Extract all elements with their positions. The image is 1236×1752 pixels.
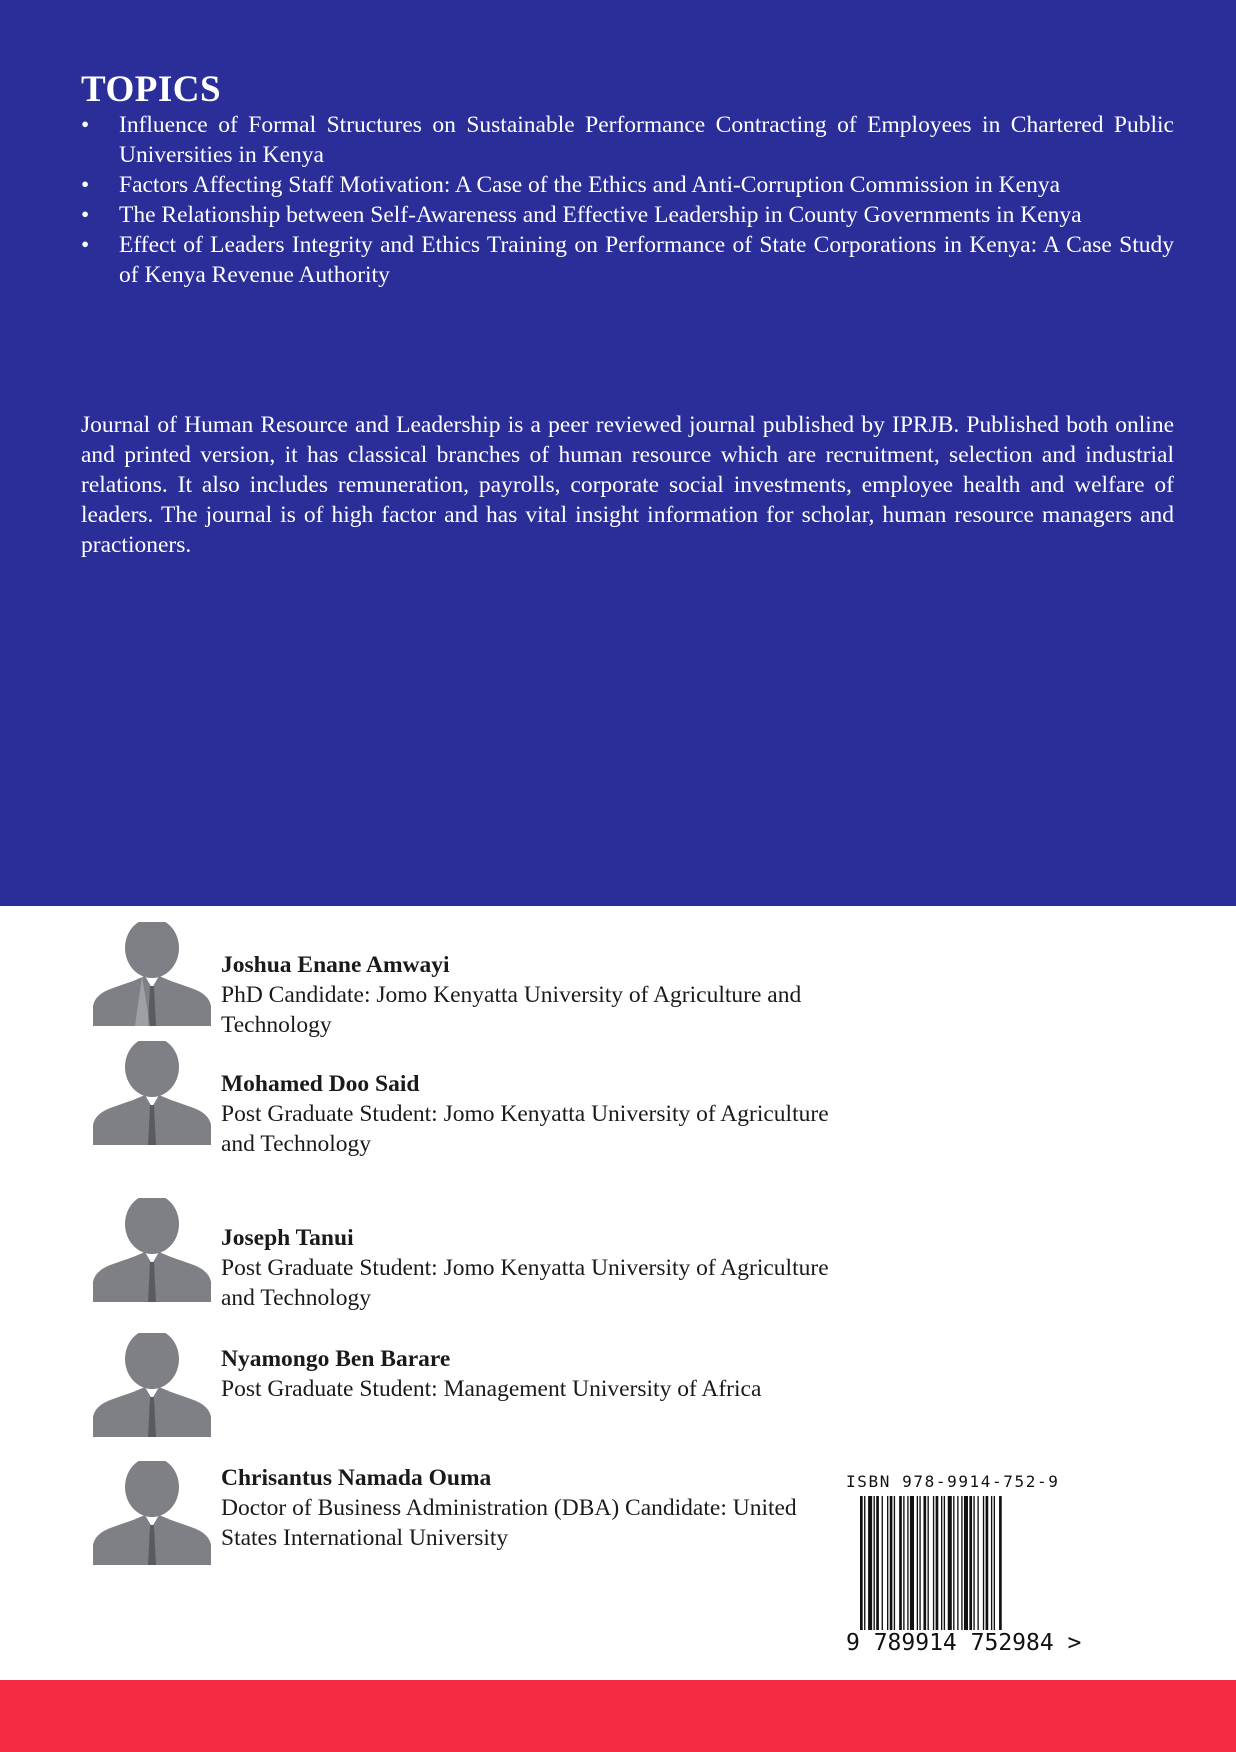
topic-item bbox=[81, 200, 1174, 230]
author-details bbox=[221, 1223, 861, 1313]
author-name: Mohamed Doo Said bbox=[221, 1071, 420, 1097]
person-silhouette-icon bbox=[93, 1198, 211, 1302]
author-name: Joshua Enane Amwayi bbox=[221, 952, 450, 978]
bullet-icon: • bbox=[81, 202, 90, 228]
author-entry bbox=[93, 1198, 853, 1311]
footer-accent-bar bbox=[0, 1680, 1236, 1752]
author-affiliation: Post Graduate Student: Jomo Kenyatta University of Agriculture and Technology bbox=[221, 1101, 829, 1157]
author-details bbox=[221, 1069, 861, 1159]
topic-text: Effect of Leaders Integrity and Ethics Training on Performance of State Corporations in Kenya: A Case Study of Kenya Revenue Authority bbox=[119, 232, 1174, 288]
topic-item bbox=[81, 170, 1174, 200]
bullet-icon: • bbox=[81, 172, 90, 198]
person-silhouette-icon bbox=[93, 1461, 211, 1565]
topic-item bbox=[81, 110, 1174, 170]
barcode-icon bbox=[846, 1496, 1066, 1648]
author-details bbox=[221, 1463, 851, 1553]
author-entry bbox=[93, 922, 853, 1038]
isbn-label: ISBN 978-9914-752-9 bbox=[846, 1472, 1060, 1491]
topic-text: Factors Affecting Staff Motivation: A Case of the Ethics and Anti-Corruption Commission in Kenya bbox=[119, 172, 1060, 198]
bullet-icon: • bbox=[81, 112, 90, 138]
topic-item bbox=[81, 230, 1174, 290]
author-affiliation: Post Graduate Student: Jomo Kenyatta University of Agriculture and Technology bbox=[221, 1255, 829, 1311]
author-entry bbox=[93, 1333, 853, 1443]
person-silhouette-icon bbox=[93, 1041, 211, 1145]
topics-list bbox=[81, 110, 1174, 290]
topic-text: Influence of Formal Structures on Sustainable Performance Contracting of Employees in Chartered Public Universities in Kenya bbox=[119, 112, 1174, 168]
author-name: Joseph Tanui bbox=[221, 1225, 354, 1251]
person-silhouette-icon bbox=[93, 1333, 211, 1437]
bullet-icon: • bbox=[81, 232, 90, 258]
barcode-digits: 9 789914 752984 > bbox=[846, 1630, 1085, 1656]
author-name: Nyamongo Ben Barare bbox=[221, 1346, 451, 1372]
author-entry bbox=[93, 1461, 853, 1571]
journal-description: Journal of Human Resource and Leadership is a peer reviewed journal published by IPRJB. Published both online and printed version, it has classical branches of human resource which are recruitment, selection and industrial relations. It also includes remuneration, payrolls, corporate social investments, employee health and welfare of leaders. The journal is of high factor and has vital insight information for scholar, human resource managers and practioners. bbox=[81, 412, 1174, 558]
topic-text: The Relationship between Self-Awareness and Effective Leadership in County Governments in Kenya bbox=[119, 202, 1082, 228]
author-affiliation: Doctor of Business Administration (DBA) Candidate: United States International University bbox=[221, 1495, 797, 1551]
author-details bbox=[221, 950, 861, 1040]
person-silhouette-icon bbox=[93, 922, 211, 1026]
author-entry bbox=[93, 1041, 853, 1157]
isbn-barcode-block bbox=[846, 1472, 1082, 1662]
author-affiliation: PhD Candidate: Jomo Kenyatta University of Agriculture and Technology bbox=[221, 982, 802, 1038]
author-affiliation: Post Graduate Student: Management University of Africa bbox=[221, 1376, 762, 1402]
author-details bbox=[221, 1344, 861, 1404]
topics-heading: TOPICS bbox=[81, 69, 222, 110]
author-name: Chrisantus Namada Ouma bbox=[221, 1465, 492, 1491]
